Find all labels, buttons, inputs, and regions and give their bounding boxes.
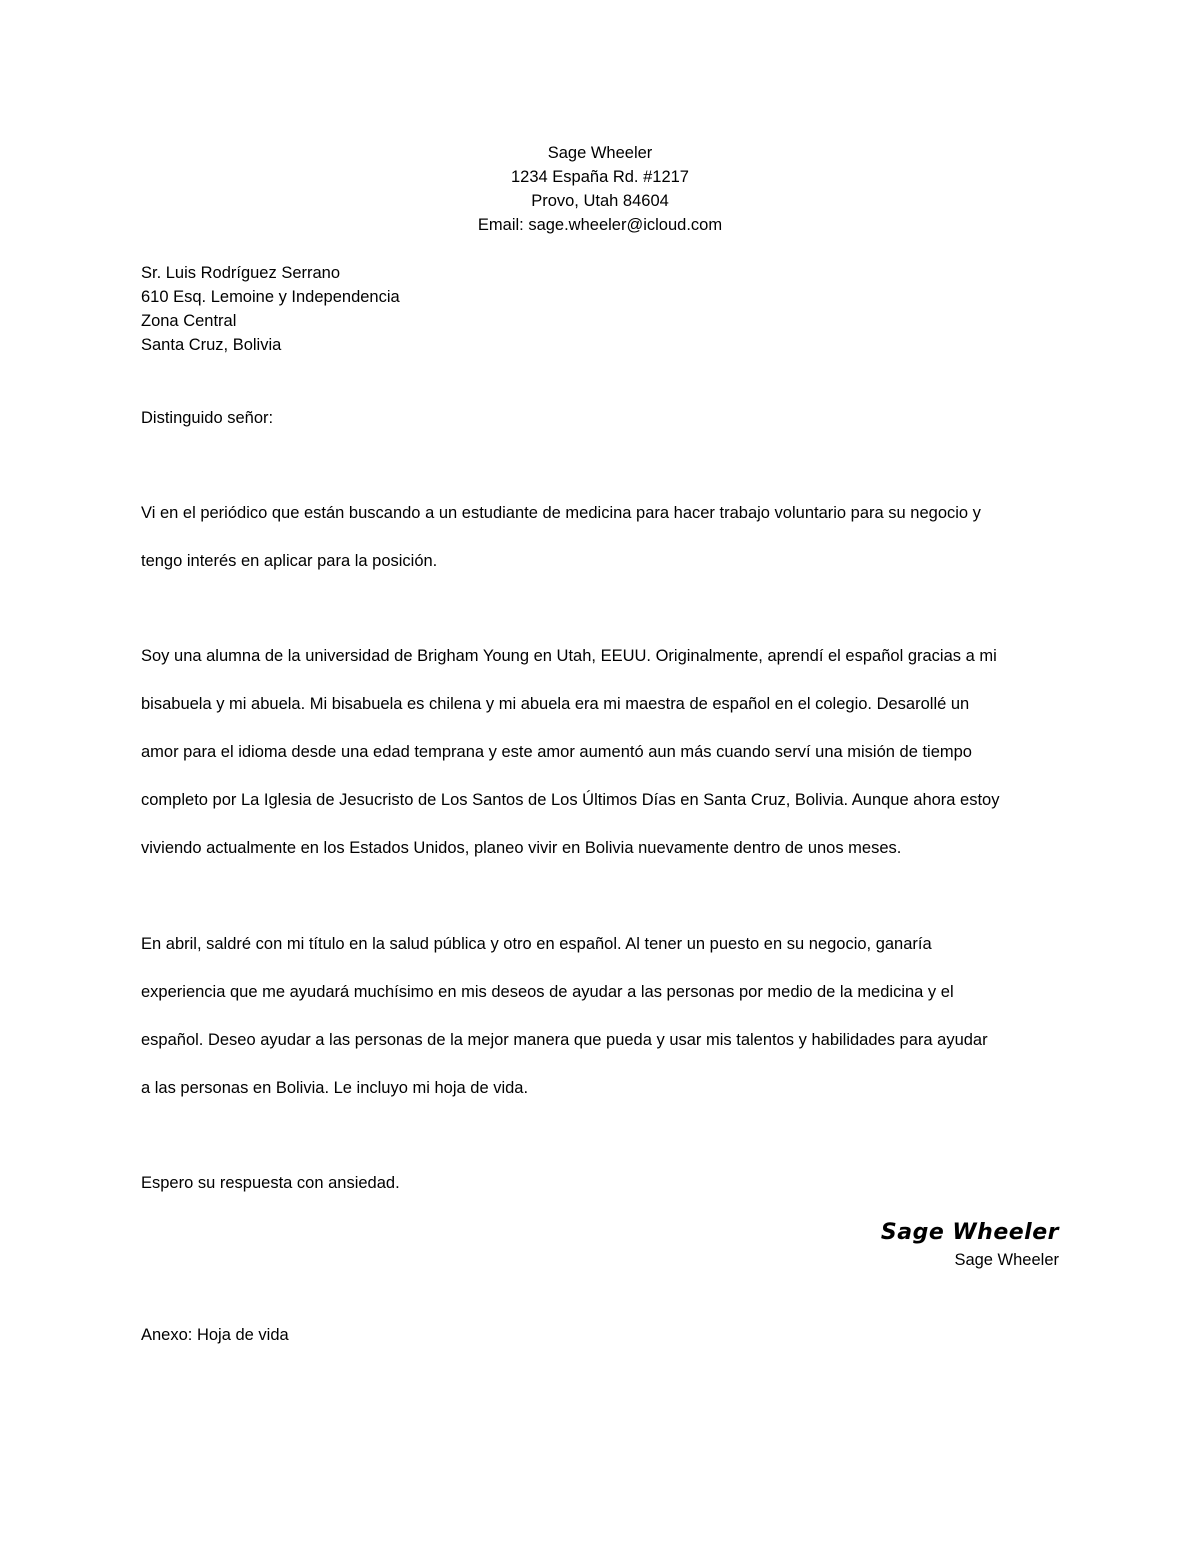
paragraph-line: completo por La Iglesia de Jesucristo de Los Santos de Los Últimos Días en Santa Cruz, Bolivia. Aunque ahora estoy bbox=[141, 791, 1000, 809]
paragraph-line: bisabuela y mi abuela. Mi bisabuela es chilena y mi abuela era mi maestra de español en el colegio. Desarollé un bbox=[141, 695, 970, 713]
sender-address-block bbox=[0, 141, 1200, 237]
body-paragraph-1 bbox=[141, 489, 1059, 585]
signature: Sage Wheeler bbox=[880, 1220, 1059, 1245]
body-paragraph-2 bbox=[141, 632, 1059, 872]
enclosure-note: Anexo: Hoja de vida bbox=[141, 1326, 289, 1344]
salutation: Distinguido señor: bbox=[141, 409, 274, 427]
sender-street: 1234 España Rd. #1217 bbox=[511, 168, 689, 186]
paragraph-line: tengo interés en aplicar para la posición. bbox=[141, 552, 438, 570]
signature-block bbox=[881, 1218, 1059, 1272]
paragraph-line: amor para el idioma desde una edad temprana y este amor aumentó aun más cuando serví una misión de tiempo bbox=[141, 743, 972, 761]
paragraph-line: En abril, saldré con mi título en la salud pública y otro en español. Al tener un puesto en su negocio, ganaría bbox=[141, 935, 932, 953]
recipient-city: Santa Cruz, Bolivia bbox=[141, 336, 282, 354]
paragraph-line: Vi en el periódico que están buscando a un estudiante de medicina para hacer trabajo voluntario para su negocio y bbox=[141, 504, 981, 522]
recipient-address-block bbox=[141, 261, 400, 357]
sender-name: Sage Wheeler bbox=[547, 144, 653, 162]
signer-printed-name: Sage Wheeler bbox=[954, 1251, 1059, 1269]
paragraph-line: viviendo actualmente en los Estados Unidos, planeo vivir en Bolivia nuevamente dentro de unos meses. bbox=[141, 839, 902, 857]
recipient-zone: Zona Central bbox=[141, 312, 237, 330]
paragraph-line: experiencia que me ayudará muchísimo en mis deseos de ayudar a las personas por medio de la medicina y el bbox=[141, 983, 954, 1001]
sender-city: Provo, Utah 84604 bbox=[531, 192, 669, 210]
recipient-street: 610 Esq. Lemoine y Independencia bbox=[141, 288, 400, 306]
paragraph-line: Soy una alumna de la universidad de Brigham Young en Utah, EEUU. Originalmente, aprendí el español gracias a mi bbox=[141, 647, 997, 665]
paragraph-line: español. Deseo ayudar a las personas de la mejor manera que pueda y usar mis talentos y habilidades para ayudar bbox=[141, 1031, 988, 1049]
sender-email: Email: sage.wheeler@icloud.com bbox=[477, 216, 723, 234]
paragraph-line: a las personas en Bolivia. Le incluyo mi hoja de vida. bbox=[141, 1079, 529, 1097]
body-paragraph-3 bbox=[141, 920, 1059, 1112]
closing-line: Espero su respuesta con ansiedad. bbox=[141, 1174, 400, 1192]
recipient-name: Sr. Luis Rodríguez Serrano bbox=[141, 264, 341, 282]
